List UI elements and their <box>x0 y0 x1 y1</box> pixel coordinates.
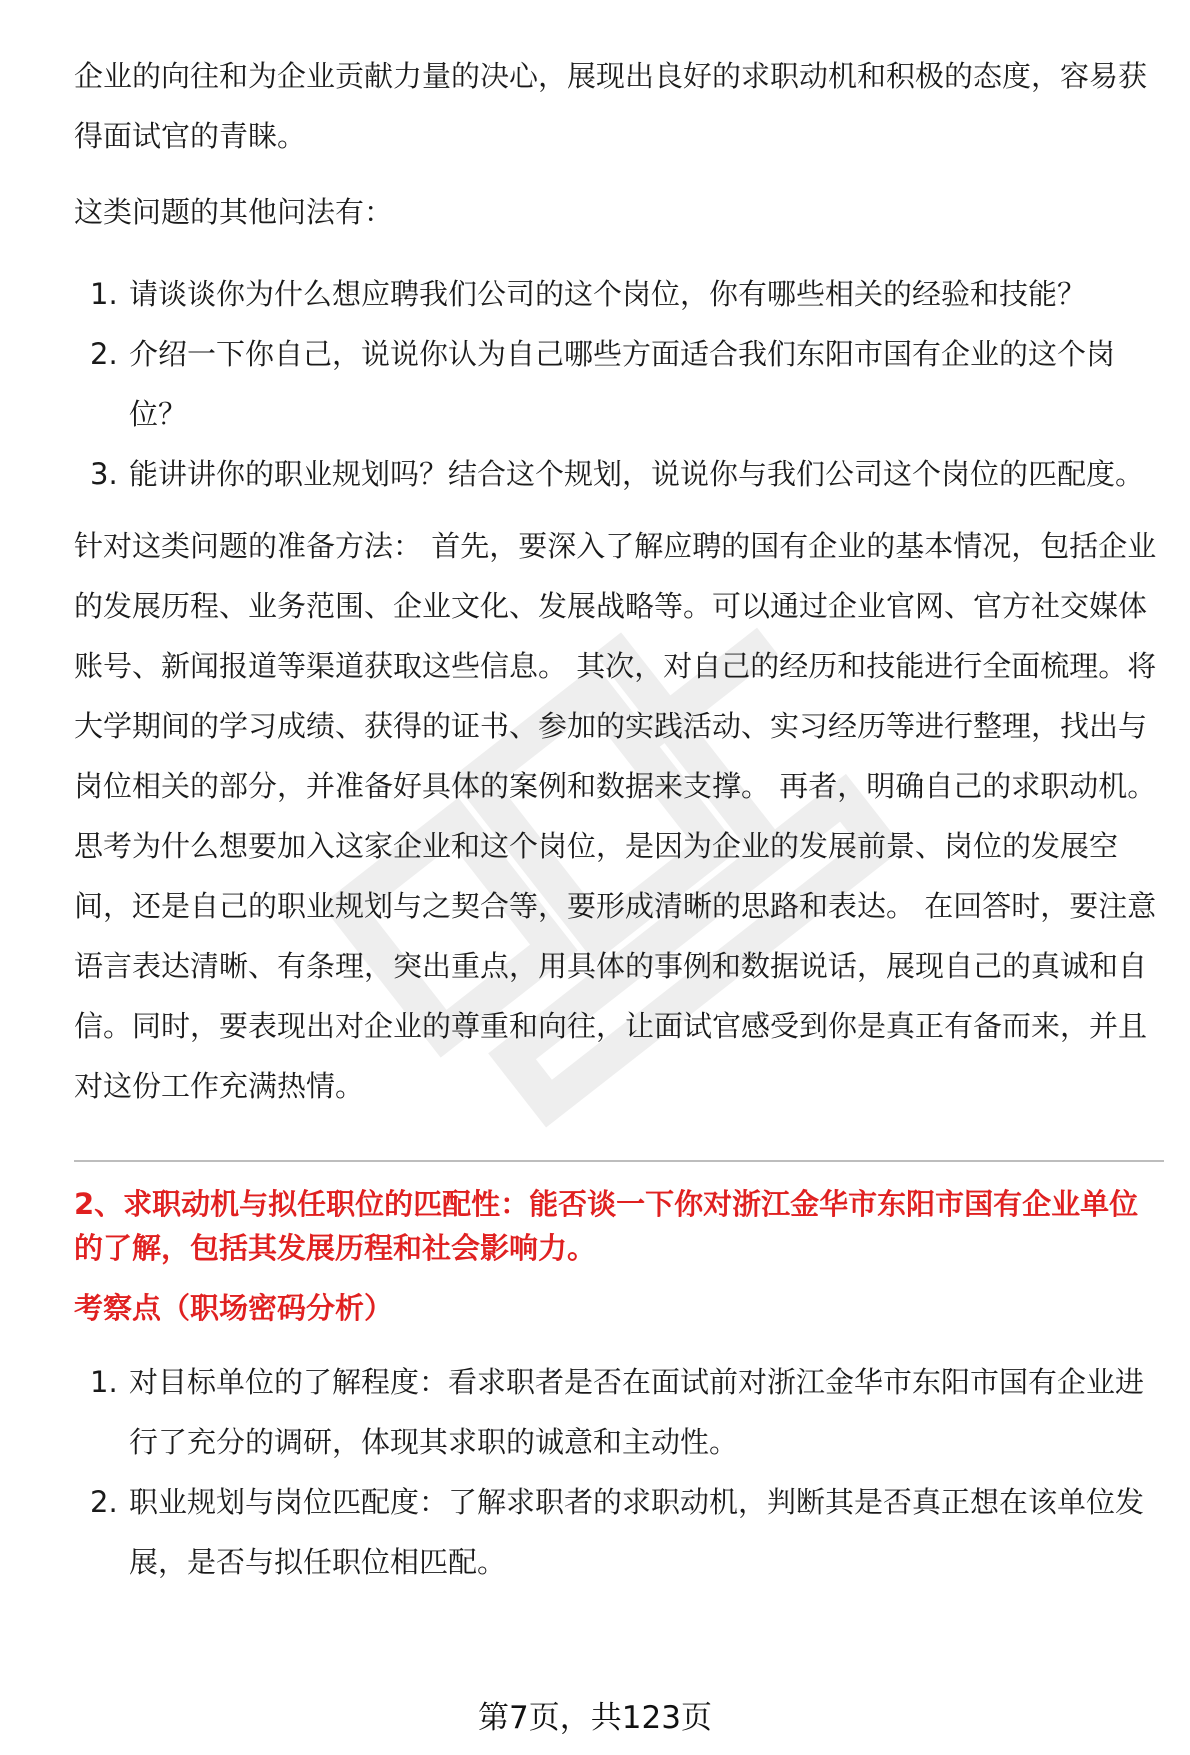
exam-points-list <box>74 1352 1164 1592</box>
list-number: 1. <box>90 1365 118 1399</box>
section-divider <box>74 1160 1164 1162</box>
list-number: 2. <box>90 337 118 371</box>
list-item <box>74 1472 1164 1592</box>
list-number: 2. <box>90 1485 118 1519</box>
list-item-text: 能讲讲你的职业规划吗？结合这个规划，说说你与我们公司这个岗位的匹配度。 <box>129 457 1145 491</box>
question-heading: 2、求职动机与拟任职位的匹配性：能否谈一下你对浙江金华市东阳市国有企业单位的了解，包括其发展历程和社会影响力。 <box>74 1187 1139 1265</box>
list-item-text: 请谈谈你为什么想应聘我们公司的这个岗位，你有哪些相关的经验和技能？ <box>129 277 1087 311</box>
list-item-text: 对目标单位的了解程度：看求职者是否在面试前对浙江金华市东阳市国有企业进行了充分的调研，体现其求职的诚意和主动性。 <box>129 1365 1145 1459</box>
main-content <box>74 46 1164 1592</box>
list-item <box>74 324 1164 444</box>
list-number: 1. <box>90 277 118 311</box>
exam-point-heading: 考察点（职场密码分析） <box>74 1291 394 1325</box>
list-item <box>74 1352 1164 1472</box>
continuation-paragraph: 企业的向往和为企业贡献力量的决心，展现出良好的求职动机和积极的态度，容易获得面试官的青睐。 <box>74 59 1148 153</box>
list-item-text: 职业规划与岗位匹配度：了解求职者的求职动机，判断其是否真正想在该单位发展，是否与拟任职位相匹配。 <box>129 1485 1145 1579</box>
page-number-footer: 第7页，共123页 <box>478 1700 712 1736</box>
other-ways-intro: 这类问题的其他问法有： <box>74 195 394 229</box>
list-item <box>74 444 1164 504</box>
list-number: 3. <box>90 457 118 491</box>
list-item <box>74 264 1164 324</box>
preparation-method-paragraph: 针对这类问题的准备方法： 首先，要深入了解应聘的国有企业的基本情况，包括企业的发展历程、业务范围、企业文化、发展战略等。可以通过企业官网、官方社交媒体账号、新闻报道等渠道获取这些信息。 其次，对自己的经历和技能进行全面梳理。将大学期间的学习成绩、获得的证书、参加的实践活动、实习经历等进行整理，找出与岗位相关的部分，并准备好具体的案例和数据来支撑。 再者，明确自己的求职动机。思考为什么想要加入这家企业和这个岗位，是因为企业的发展前景、岗位的发展空间，还是自己的职业规划与之契合等，要形成清晰的思路和表达。 在回答时，要注意语言表达清晰、有条理，突出重点，用具体的事例和数据说话，展现自己的真诚和自信。同时，要表现出对企业的尊重和向往，让面试官感受到你是真正有备而来，并且对这份工作充满热情。 <box>74 529 1157 1103</box>
list-item-text: 介绍一下你自己，说说你认为自己哪些方面适合我们东阳市国有企业的这个岗位？ <box>129 337 1116 431</box>
other-ways-list <box>74 264 1164 504</box>
